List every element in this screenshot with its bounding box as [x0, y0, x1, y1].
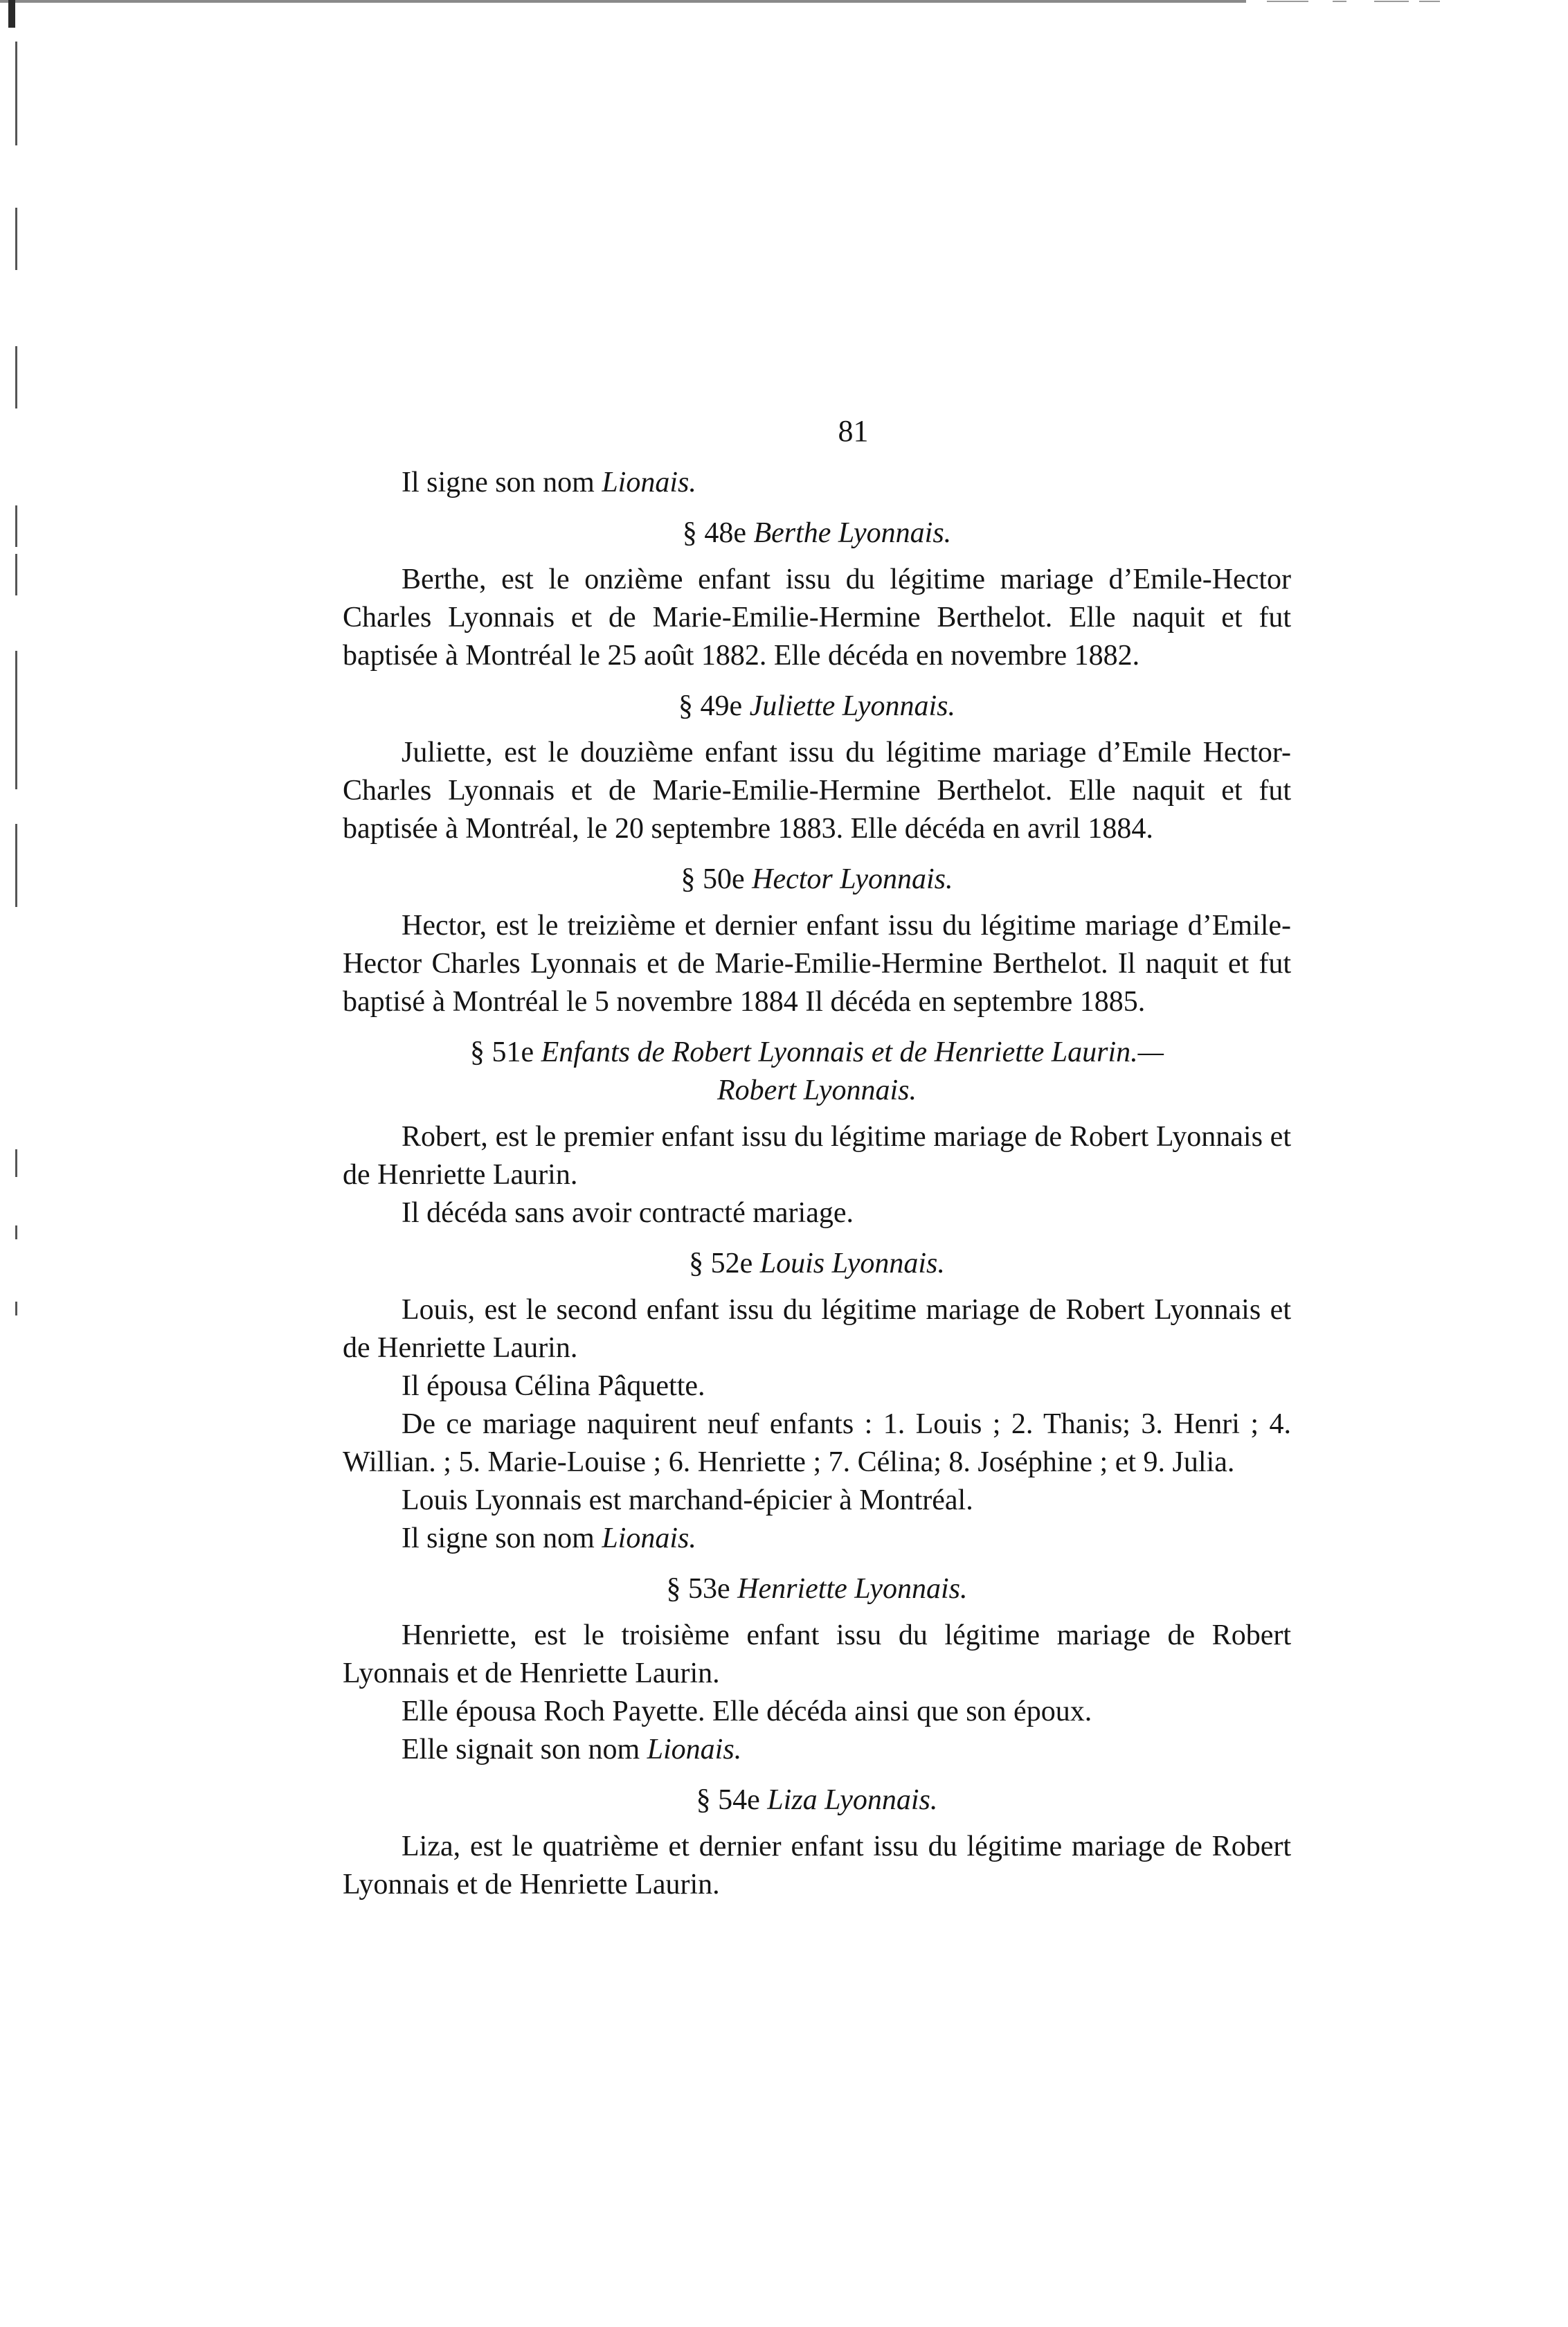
intro-signature: Lionais. — [602, 467, 696, 498]
section-number: § 53e — [666, 1573, 730, 1605]
scan-top-dash — [1374, 1, 1409, 2]
signature-text: Elle signait son nom — [402, 1734, 647, 1766]
section-line: Elle épousa Roch Payette. Elle décéda ainsi que son époux. — [402, 1696, 1092, 1727]
section-heading — [343, 1781, 1291, 1820]
scan-top-dash — [1419, 1, 1440, 2]
section-paragraph: Berthe, est le onzième enfant issu du légitime mariage d’Emile-Hector Charles Lyonnais et de Marie-Emilie-Hermine Berthelot. Elle naquit et fut baptisée à Montréal le 25 août 1882. Elle décéda en novembre 1882. — [343, 564, 1291, 672]
signature-line — [343, 1731, 1291, 1769]
children-paragraph: De ce mariage naquirent neuf enfants : 1. Louis ; 2. Thanis; 3. Henri ; 4. Willian. ; 5. Marie-Louise ; 6. Henriette ; 7. Célina; 8. Joséphine ; et 9. Julia. — [343, 1408, 1291, 1478]
intro-text: Il signe son nom — [402, 467, 602, 498]
scan-edge-mark — [15, 1302, 17, 1315]
section-line: Louis Lyonnais est marchand-épicier à Montréal. — [402, 1484, 973, 1516]
section-paragraph: Liza, est le quatrième et dernier enfant issu du légitime mariage de Robert Lyonnais et de Henriette Laurin. — [343, 1831, 1291, 1901]
scan-top-dash — [1333, 1, 1346, 2]
scan-edge-mark — [15, 42, 17, 145]
section-title: Liza Lyonnais. — [767, 1784, 938, 1816]
scan-edge-mark — [8, 0, 15, 28]
scan-edge-mark — [15, 554, 17, 595]
section-heading — [343, 1570, 1291, 1608]
page-number: 81 — [838, 414, 869, 448]
scan-edge-mark — [15, 505, 17, 547]
section-title: Hector Lyonnais. — [752, 863, 953, 895]
section-heading — [343, 861, 1291, 899]
intro-line — [343, 464, 1291, 502]
section-paragraph: Juliette, est le douzième enfant issu du légitime mariage d’Emile Hector-Charles Lyonnais et de Marie-Emilie-Hermine Berthelot. Elle naquit et fut baptisée à Montréal, le 20 septembre 1883. Elle décéda en avril 1884. — [343, 737, 1291, 845]
section-paragraph: Louis, est le second enfant issu du légitime mariage de Robert Lyonnais et de Henriette Laurin. — [343, 1294, 1291, 1364]
section-number: § 48e — [682, 517, 746, 549]
section-number: § 50e — [681, 863, 745, 895]
section-line: Il décéda sans avoir contracté mariage. — [402, 1197, 854, 1229]
scan-edge-mark — [15, 824, 17, 907]
section-paragraph: Henriette, est le troisième enfant issu du légitime mariage de Robert Lyonnais et de Henriette Laurin. — [343, 1619, 1291, 1689]
scan-edge-mark — [15, 346, 17, 408]
section-number: § 54e — [696, 1784, 760, 1816]
scan-edge-mark — [15, 651, 17, 789]
section-title: Henriette Lyonnais. — [737, 1573, 968, 1605]
signature-name: Lionais. — [647, 1734, 742, 1766]
scan-edge-mark — [15, 1225, 17, 1239]
section-heading — [343, 1245, 1291, 1283]
section-number: § 52e — [689, 1248, 753, 1279]
section-paragraph: Robert, est le premier enfant issu du légitime mariage de Robert Lyonnais et de Henriette Laurin. — [343, 1121, 1291, 1191]
section-title: Juliette Lyonnais. — [749, 690, 956, 722]
section-title: Berthe Lyonnais. — [753, 517, 952, 549]
section-number: § 49e — [678, 690, 743, 722]
section-line: Il épousa Célina Pâquette. — [402, 1370, 705, 1402]
scan-top-border — [0, 0, 1246, 3]
signature-text: Il signe son nom — [402, 1522, 602, 1554]
signature-line — [343, 1520, 1291, 1558]
section-subtitle: Robert Lyonnais. — [717, 1075, 917, 1106]
section-title: Enfants de Robert Lyonnais et de Henriette Laurin.— — [541, 1036, 1164, 1068]
section-heading — [343, 1034, 1291, 1110]
book-page — [343, 412, 1291, 1904]
scan-top-dash — [1267, 1, 1308, 2]
scan-edge-mark — [15, 1149, 17, 1177]
section-number: § 51e — [470, 1036, 534, 1068]
section-heading — [343, 688, 1291, 726]
section-title: Louis Lyonnais. — [759, 1248, 945, 1279]
scan-edge-mark — [15, 208, 17, 270]
section-paragraph: Hector, est le treizième et dernier enfant issu du légitime mariage d’Emile-Hector Charles Lyonnais et de Marie-Emilie-Hermine Berthelot. Il naquit et fut baptisé à Montréal le 5 novembre 1884 Il décéda en septembre 1885. — [343, 910, 1291, 1018]
signature-name: Lionais. — [602, 1522, 696, 1554]
section-heading — [343, 514, 1291, 552]
